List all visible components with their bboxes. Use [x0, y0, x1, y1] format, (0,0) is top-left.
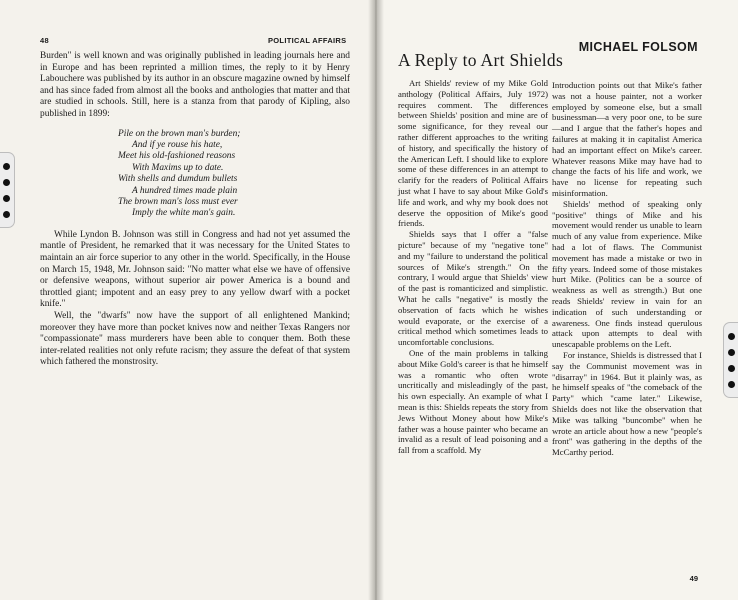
poem-line: Pile on the brown man's burden;	[118, 128, 241, 139]
punch-hole-icon	[3, 195, 10, 202]
poem-line: And if ye rouse his hate,	[132, 139, 223, 150]
left-body	[40, 51, 350, 369]
headline-text: A Reply to Art Shields	[398, 50, 564, 70]
author-name: MICHAEL FOLSOM	[578, 40, 698, 54]
poem-line: A hundred times made plain	[132, 185, 238, 196]
article-headline	[398, 50, 563, 71]
punch-hole-icon	[728, 333, 735, 340]
paragraph: Well, the "dwarfs" now have the support of all enlightened Mankind; moreover they have more than pocket knives now and neither Texas Rangers nor "compassionate" mass murderers have been able to conquer them. Both these inter-related realities not only refute racism; they assure the defeat of that system which fathered the monstrosity.	[40, 310, 350, 368]
punch-hole-icon	[728, 349, 735, 356]
binder-tab-right	[723, 322, 738, 398]
poem-line: The brown man's loss must ever	[118, 197, 238, 207]
punch-hole-icon	[3, 163, 10, 170]
paragraph: Introduction points out that Mike's father was not a house painter, not a worker employed by someone else, but a small businessman—a very poor one, to be sure—and I argue that the father's hopes and failures at making it in capitalist America had an important effect on Mike's career. Whatever reasons Mike may have had to change the facts of his life and work, we have no license for repeating such misinformation.	[552, 80, 702, 198]
left-running-head	[40, 36, 350, 45]
paragraph: While Lyndon B. Johnson was still in Congress and had not yet assumed the mantle of President, he remarked that it was necessary for the United States to maintain an air force superior to any other in the world. Specifically, in the House on March 15, 1948, Mr. Johnson said: "No matter what else we have of offensive or defensive weapons, without superior air power America is a bound and throttled giant; impotent and an easy prey to any yellow dwarf with a pocket knife."	[40, 229, 350, 310]
poem-line: With Maxims up to date.	[132, 162, 224, 173]
paragraph: For instance, Shields is distressed that I say the Communist movement was in "disarray" in 1964. But it plainly was, as he himself speaks of "the comeback of the Party" which "came later." Likewise, Shields does not like the observation that Mike was talking "buncombe" when he wrote an article about how a new "people's front" was gathering in the depths of the McCarthy period.	[552, 349, 702, 458]
poem-line: Imply the white man's gain.	[132, 208, 236, 219]
paragraph: Art Shields' review of my Mike Gold anthology (Political Affairs, July 1972) requires comment. The differences between Shields' position and mine are of some significance, for they reveal our rather different approaches to the writing of history, and specifically the history of the American Left. I should like to explore some of these differences in an attempt to clarify for the readers of Political Affairs just what I have to say about Mike Gold's life and work, and why my book does not deserve the opposition of Mike's good friends.	[398, 78, 548, 229]
punch-hole-icon	[728, 365, 735, 372]
paragraph: One of the main problems in talking about Mike Gold's career is that he himself was a romantic who often wrote uncritically and misleadingly of the past, his own especially. An example of what I mean is this: Shields repeats the story from Jews Without Money about how Mike's father was a house painter who became an invalid as a result of lead poisoning and a fall from a scaffold. My	[398, 347, 548, 456]
right-column-1	[398, 78, 548, 456]
punch-hole-icon	[728, 381, 735, 388]
poem-line: With shells and dumdum bullets	[118, 174, 238, 185]
paragraph: Shields says that I offer a "false picture" because of my "negative tone" and my "failure to understand the political sources of Mike's strength." On the contrary, I would argue that Shields' view of the past is romanticized and simplistic. What he calls "negative" is mostly the observation of facts which he wishes would evaporate, or the exercise of a critical method which sometimes leads to uncomfortable conclusions.	[398, 229, 548, 348]
right-page-number: 49	[689, 574, 698, 583]
paragraph: Shields' method of speaking only "positive" things of Mike and his movement would render us unable to learn much of any value from experience. Mike had a lot of flaws. The Communist movement has made a mistake or two in fifty years. Indeed some of those mistakes hurt Mike. (Politics can be a source of weakness as well as strength.) But one reads Shields' review in vain for an indication of such understanding or awareness. One finds instead querulous attack upon attempts to deal with unescapable problems on the Left.	[552, 198, 702, 350]
left-page-number: 48	[40, 36, 49, 45]
binder-tab-left	[0, 152, 15, 228]
left-running-title: POLITICAL AFFAIRS	[268, 36, 347, 45]
paragraph: Burden" is well known and was originally published in leading journals here and in Europe and has been reprinted a million times, the reply to it by Henry Labouchere was published by its author in an obscure magazine owned by himself and has since faded from almost all the books and anthologies that matter and that are studied in schools. Still, here is a stanza from that parody of Kipling, also published in 1899:	[40, 51, 350, 119]
right-column-2	[552, 80, 702, 458]
book-gutter	[368, 0, 384, 600]
poem-line: Meet his old-fashioned reasons	[118, 151, 236, 162]
punch-hole-icon	[3, 211, 10, 218]
poem-stanza	[118, 129, 350, 220]
punch-hole-icon	[3, 179, 10, 186]
